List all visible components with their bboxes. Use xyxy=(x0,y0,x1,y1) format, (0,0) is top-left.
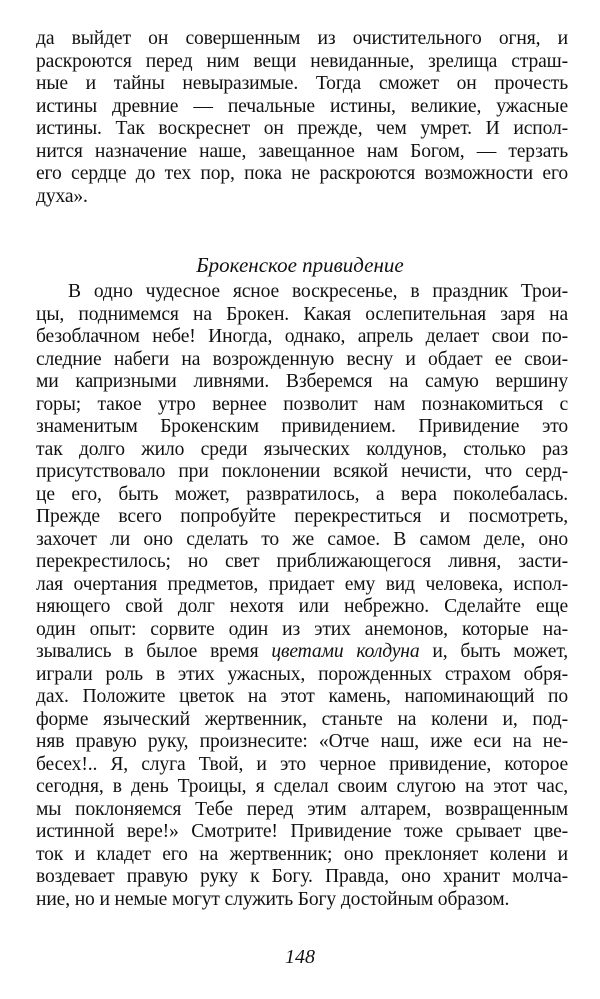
text-line: воздевает правую руку к Богу. Правда, оно хранит молча- xyxy=(36,866,568,887)
text-line: истинной вере!» Смотрите! Привидение тоже срывает цве- xyxy=(36,821,568,842)
text-line: лая очертания предметов, придает ему вид человека, испол- xyxy=(36,573,568,595)
text-line: перекрестилось; но свет приближающегося ливня, засти- xyxy=(36,551,568,572)
italic-phrase: цветами колдуна xyxy=(271,641,420,662)
paragraph-brocken xyxy=(36,281,568,911)
section-heading: Брокенское привидение xyxy=(196,253,404,277)
text-line: знаменитым Брокенским привидением. Привидение это xyxy=(36,416,568,437)
text-line: цы, поднимемся на Брокен. Какая ослепительная заря на xyxy=(36,303,568,325)
text-line: один опыт: сорвите один из этих анемонов, которые на- xyxy=(36,618,568,640)
text-line: так долго жило среди языческих колдунов, столько раз xyxy=(36,438,568,460)
text-line: духа». xyxy=(36,185,88,207)
text-line: присутствовало при поклонении всякой нечисти, что серд- xyxy=(36,461,568,482)
text-line: ние, но и немые могут служить Богу достойным образом. xyxy=(36,888,510,910)
text-line: Прежде всего попробуйте перекреститься и посмотреть, xyxy=(36,506,568,527)
text-line: ток и кладет его на жертвенник; оно преклоняет колени и xyxy=(36,843,568,865)
text-line: В одно чудесное ясное воскресенье, в праздник Трои- xyxy=(68,281,568,302)
page-number: 148 xyxy=(285,946,315,968)
text-line: форме языческий жертвенник, станьте на колени и, под- xyxy=(36,708,568,730)
text-line: нится назначение наше, завещанное нам Богом, — терзать xyxy=(36,140,568,162)
text-line: сегодня, в день Троицы, я сделал своим слугою на этот час, xyxy=(36,776,568,797)
text-line: дах. Положите цветок на этот камень, напоминающий по xyxy=(36,686,568,707)
text-line: захочет ли оно сделать то же самое. В самом деле, оно xyxy=(36,528,568,550)
text-line: няющего свой долг нехотя или небрежно. Сделайте еще xyxy=(36,596,568,617)
text-line: истины древние — печальные истины, великие, ужасные xyxy=(36,95,568,117)
text-line: истины. Так воскреснет он прежде, чем умрет. И испол- xyxy=(36,118,568,139)
text-line xyxy=(36,641,568,664)
text-line: раскроются перед ним вещи невиданные, зрелища страш- xyxy=(36,50,568,72)
text-line: его сердце до тех пор, пока не раскроются возможности его xyxy=(36,163,568,184)
text-fragment: и, быть может, xyxy=(419,641,569,662)
text-line: мы поклоняемся Тебе перед этим алтарем, возвращенным xyxy=(36,798,568,820)
text-fragment: зывались в былое время xyxy=(36,641,272,662)
text-line: ми капризными ливнями. Взберемся на самую вершину xyxy=(36,371,568,392)
text-line: безоблачном небе! Иногда, однако, апрель делает свои по- xyxy=(36,326,568,347)
text-line: бесех!.. Я, слуга Твой, и это черное привидение, которое xyxy=(36,753,568,775)
text-line: да выйдет он совершенным из очистительного огня, и xyxy=(36,28,568,49)
text-line: це его, быть может, развратилось, а вера поколебалась. xyxy=(36,483,568,505)
text-line: няв правую руку, произнесите: «Отче наш, иже еси на не- xyxy=(36,731,568,752)
text-line: играли роль в этих ужасных, порожденных страхом обря- xyxy=(36,663,568,685)
text-line: следние набеги на возрожденную весну и обдает ее свои- xyxy=(36,348,568,370)
paragraph-continuation xyxy=(36,28,568,208)
text-line: горы; такое утро вернее позволит нам познакомиться с xyxy=(36,393,568,415)
text-line: ные и тайны невыразимые. Тогда сможет он прочесть xyxy=(36,73,568,94)
